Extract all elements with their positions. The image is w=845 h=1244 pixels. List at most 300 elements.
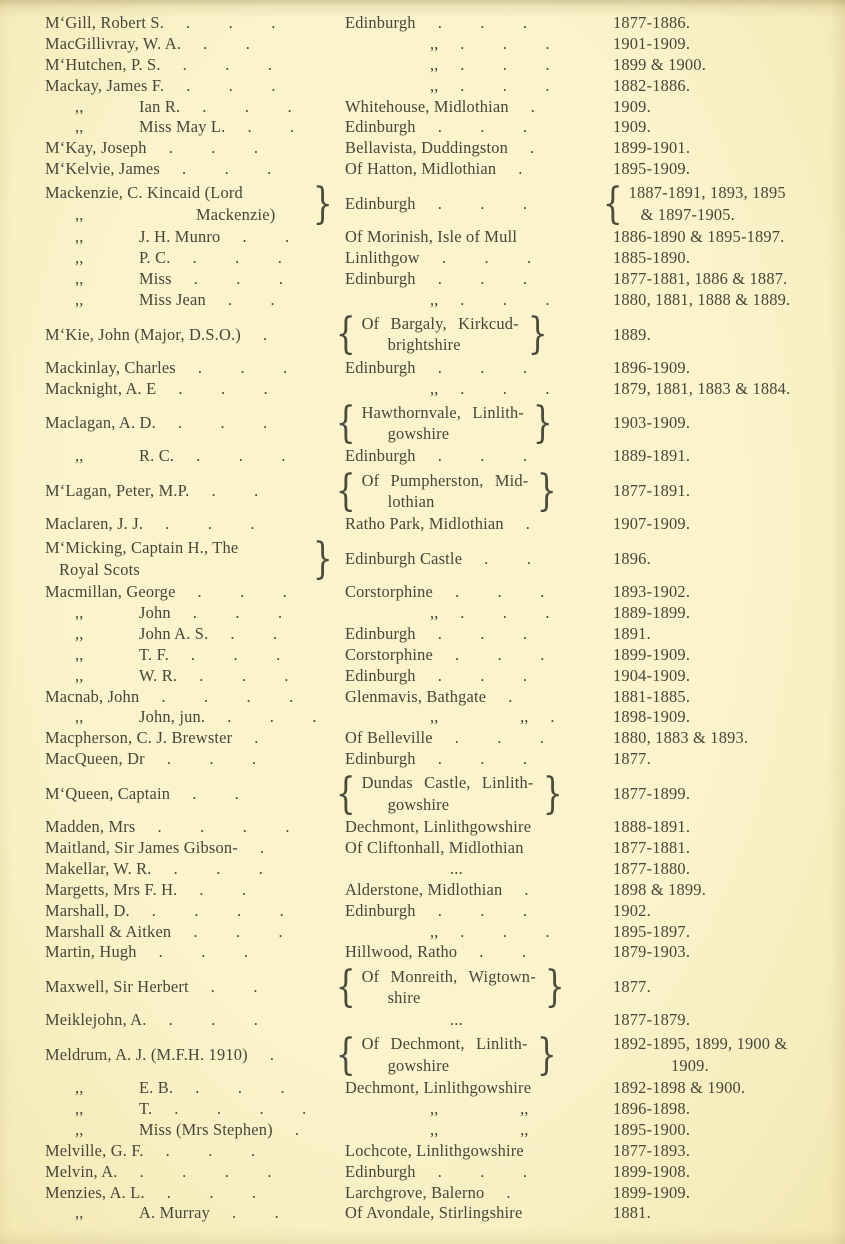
place-cell (345, 624, 613, 645)
dot-leaders: . . . (192, 247, 283, 267)
name-cell (45, 603, 345, 624)
name-cell (45, 1078, 345, 1099)
member-name: Macknight, A. E (45, 378, 157, 398)
table-row (45, 922, 833, 943)
brace-open-icon: { (335, 397, 356, 448)
member-name: Maclaren, J. J. (45, 514, 144, 534)
member-place: Glenmavis, Bathgate (345, 686, 487, 706)
place-cell (345, 666, 613, 687)
member-name: M‘Kay, Joseph (45, 138, 147, 158)
ditto-mark: ,, (75, 1078, 84, 1098)
dot-leaders: . . (192, 784, 240, 803)
place-cell (345, 514, 613, 535)
name-cell (45, 976, 345, 997)
ditto-mark: ,, (75, 644, 84, 664)
member-name: John A. S. (139, 623, 209, 643)
member-name: Mackinlay, Charles (45, 357, 176, 377)
dot-leaders: . . . (227, 707, 317, 727)
ditto-mark: ,, (75, 96, 84, 116)
name-cell (45, 248, 345, 269)
place-cell (345, 55, 613, 76)
ditto-mark: ,, (75, 247, 84, 267)
dot-leaders: . . . (173, 858, 264, 878)
dot-leaders: . . . (181, 159, 272, 179)
years-cell (613, 624, 833, 645)
table-row (45, 963, 833, 1010)
name-cell (45, 379, 345, 400)
member-place: Edinburgh Castle (345, 549, 463, 569)
dot-leaders: . . . . (161, 686, 294, 706)
name-cell (45, 1099, 345, 1120)
member-years: 1909. (613, 96, 651, 116)
dot-leaders: . (530, 96, 536, 116)
dot-leaders: . . . (460, 75, 550, 95)
member-place: ,, (430, 921, 439, 941)
ditto-mark: ,, (75, 289, 84, 309)
table-row (45, 1162, 833, 1183)
dot-leaders: . . . (193, 268, 284, 288)
table-row (45, 859, 833, 880)
place-cell (345, 1162, 613, 1183)
place-cell (345, 379, 613, 400)
member-years: 1879-1903. (613, 942, 691, 962)
member-years: 1887-1891, 1893, 1895 (628, 183, 786, 203)
table-row (45, 159, 833, 180)
member-name: Macmillan, George (45, 582, 176, 602)
place-cell (345, 603, 613, 624)
member-years: 1909. (613, 117, 651, 137)
dot-leaders: . . . (460, 289, 550, 309)
table-row (45, 290, 833, 311)
dot-leaders: . . (242, 227, 290, 247)
years-cell (613, 1203, 833, 1224)
table-row (45, 749, 833, 770)
table-row (45, 76, 833, 97)
member-name: John, jun. (139, 707, 206, 727)
place-cell (345, 707, 613, 728)
table-row (45, 880, 833, 901)
place-cell (335, 397, 613, 448)
name-cell (45, 901, 345, 922)
years-cell (613, 749, 833, 770)
years-cell (613, 13, 833, 34)
brace-close-icon: } (532, 397, 553, 448)
years-cell (613, 666, 833, 687)
ditto-mark: ,, (75, 1099, 84, 1119)
years-cell (613, 817, 833, 838)
dot-leaders: . . . (437, 194, 528, 214)
name-cell (45, 1183, 345, 1204)
member-place: ,, ,, (430, 1119, 529, 1139)
member-name: Macnab, John (45, 686, 140, 706)
member-years: 1899-1908. (613, 1161, 691, 1181)
dot-leaders: . . . (441, 247, 532, 267)
member-place: ,, (430, 33, 439, 53)
member-place: Of Pumpherston, Mid- (361, 470, 529, 490)
place-cell (345, 548, 613, 569)
years-cell (613, 548, 833, 569)
member-name-line2: Royal Scots (59, 559, 140, 579)
dot-leaders: . (508, 686, 513, 706)
dot-leaders: . (525, 514, 531, 534)
years-cell (613, 783, 833, 804)
years-cell (613, 412, 833, 433)
member-place: Lochcote, Linlithgowshire (345, 1140, 524, 1160)
table-row (45, 1120, 833, 1141)
dot-leaders: . . . (192, 602, 283, 622)
place-cell (345, 1120, 613, 1141)
place-cell (345, 645, 613, 666)
name-cell (45, 269, 345, 290)
member-name: Menzies, A. L. (45, 1182, 145, 1202)
member-place: Edinburgh (345, 117, 416, 137)
member-place: ,, (430, 54, 439, 74)
member-name: Mackenzie, C. Kincaid (Lord (45, 183, 243, 203)
member-years: 1892-1895, 1899, 1900 & (613, 1034, 788, 1054)
place-cell (345, 922, 613, 943)
years-cell (613, 942, 833, 963)
dot-leaders: . . . . (174, 1099, 307, 1119)
table-row (45, 1031, 833, 1078)
member-name: Melvin, A. (45, 1161, 118, 1181)
dot-leaders: . . . (165, 514, 255, 534)
member-place: Dundas Castle, Linlith- (361, 773, 534, 793)
member-years: 1901-1909. (613, 33, 691, 53)
dot-leaders: . . . (196, 446, 286, 466)
years-cell (613, 880, 833, 901)
years-cell (613, 1183, 833, 1204)
name-cell (45, 13, 345, 34)
dot-leaders: . . . (158, 942, 249, 962)
dot-leaders: . . (232, 1203, 279, 1223)
member-name-line2: Mackenzie) (196, 204, 276, 224)
dot-leaders: . (530, 138, 535, 158)
member-years: 1882-1886. (613, 75, 691, 95)
dot-leaders: . . . (460, 602, 550, 622)
member-place: Of Monreith, Wigtown- (361, 966, 536, 986)
member-years-line2: 1909. (671, 1055, 709, 1075)
dot-leaders: . . . . (157, 817, 290, 837)
brace-open-icon: { (335, 768, 356, 819)
place-cell (345, 749, 613, 770)
member-name: Makellar, W. R. (45, 858, 152, 878)
dot-leaders: . . (230, 623, 278, 643)
table-row (45, 446, 833, 467)
dot-leaders: . . . (177, 413, 268, 433)
name-cell (45, 749, 345, 770)
years-cell (613, 446, 833, 467)
member-name: Miss (139, 268, 172, 288)
dot-leaders: . . . (197, 357, 288, 377)
dot-leaders: . (259, 837, 265, 857)
place-cell (345, 1099, 613, 1120)
table-row (45, 817, 833, 838)
brace-close-icon: } (536, 1029, 557, 1080)
name-cell (45, 838, 345, 859)
dot-leaders: . . (247, 117, 295, 137)
member-name: R. C. (139, 446, 175, 466)
dot-leaders: . (518, 159, 523, 179)
name-cell (45, 480, 345, 501)
dot-leaders: . (269, 1045, 275, 1065)
dot-leaders: . . . (437, 268, 528, 288)
ditto-mark: ,, (75, 623, 84, 643)
member-years: 1879, 1881, 1883 & 1884. (613, 378, 791, 398)
place-cell (345, 13, 613, 34)
member-name: M‘Gill, Robert S. (45, 13, 165, 32)
member-place: Edinburgh (345, 749, 416, 769)
place-cell (345, 446, 613, 467)
name-cell (45, 666, 345, 687)
member-place: Edinburgh (345, 268, 416, 288)
member-years: 1889-1899. (613, 602, 691, 622)
member-place: Hillwood, Ratho (345, 942, 458, 962)
member-years: 1889. (613, 324, 651, 344)
member-place: ... (450, 858, 463, 878)
dot-leaders: . . . (437, 357, 528, 377)
brace-open-icon: { (335, 309, 356, 360)
table-row (45, 770, 833, 817)
dot-leaders: . . . (437, 1161, 528, 1181)
brace-open-icon: { (335, 465, 356, 516)
member-place: ,, (430, 75, 439, 95)
name-cell (45, 290, 345, 311)
table-row (45, 901, 833, 922)
name-cell (45, 514, 345, 535)
member-name: T. F. (139, 644, 169, 664)
dot-leaders: . . . . (139, 1161, 272, 1181)
member-place: ,, ,, (430, 1099, 529, 1119)
member-years: 1898-1909. (613, 707, 691, 727)
member-place: Of Bargaly, Kirkcud- (361, 313, 519, 333)
member-years: 1880, 1881, 1888 & 1889. (613, 289, 791, 309)
years-cell (613, 34, 833, 55)
years-cell (613, 324, 833, 345)
table-row (45, 1010, 833, 1031)
name-cell (45, 922, 345, 943)
place-cell (335, 465, 613, 516)
table-row (45, 1183, 833, 1204)
member-place: Edinburgh (345, 1161, 416, 1181)
member-years: 1877. (613, 749, 651, 769)
dot-leaders: . . . (460, 921, 550, 941)
member-place: Of Morinish, Isle of Mull (345, 227, 518, 247)
dot-leaders: . . . (437, 446, 528, 466)
name-cell (45, 942, 345, 963)
dot-leaders: . . . (437, 749, 528, 769)
member-name: Madden, Mrs (45, 817, 136, 837)
ditto-mark: ,, (75, 602, 84, 622)
member-place-line2: lothian (387, 491, 435, 511)
years-cell (602, 178, 833, 229)
brace-close-icon: } (313, 178, 334, 229)
member-name: Miss May L. (139, 117, 226, 137)
table-row (45, 399, 833, 446)
name-cell (45, 817, 345, 838)
years-cell (613, 603, 833, 624)
member-years: 1896-1909. (613, 357, 691, 377)
place-cell (345, 1141, 613, 1162)
place-cell (345, 76, 613, 97)
table-row (45, 227, 833, 248)
years-cell (613, 1078, 833, 1099)
member-name: Ian R. (139, 96, 181, 116)
member-name: Meldrum, A. J. (M.F.H. 1910) (45, 1045, 248, 1065)
member-place: Of Cliftonhall, Midlothian (345, 837, 524, 857)
member-place: ,, (430, 289, 439, 309)
member-years: 1896. (613, 549, 651, 569)
place-cell (345, 269, 613, 290)
years-cell (613, 645, 833, 666)
member-name: J. H. Munro (139, 227, 221, 247)
place-cell (345, 901, 613, 922)
table-row (45, 97, 833, 118)
dot-leaders: . . . (455, 582, 545, 602)
years-cell (613, 922, 833, 943)
member-place: Of Dechmont, Linlith- (361, 1034, 528, 1054)
place-cell (345, 838, 613, 859)
years-cell (613, 901, 833, 922)
years-cell (613, 138, 833, 159)
dot-leaders: . . . (186, 75, 276, 95)
member-name: Marshall & Aitken (45, 921, 172, 941)
member-place: Edinburgh (345, 900, 416, 920)
name-cell (45, 728, 345, 749)
table-row (45, 1099, 833, 1120)
member-place: Edinburgh (345, 446, 416, 466)
table-row (45, 666, 833, 687)
member-years: 1877-1886. (613, 13, 691, 32)
years-cell (613, 248, 833, 269)
dot-leaders: . . . (454, 728, 545, 748)
table-row (45, 55, 833, 76)
member-place-line2: gowshire (387, 423, 450, 443)
ditto-mark: ,, (75, 1119, 84, 1139)
member-name: Margetts, Mrs F. H. (45, 879, 178, 899)
name-cell (45, 645, 345, 666)
name-cell (45, 1141, 345, 1162)
table-row (45, 624, 833, 645)
place-cell (345, 1078, 613, 1099)
table-row (45, 514, 833, 535)
dot-leaders: . (262, 324, 268, 344)
place-cell (345, 193, 613, 214)
table-row (45, 379, 833, 400)
member-years: 1899-1901. (613, 138, 691, 158)
dot-leaders: . . (203, 33, 251, 53)
name-cell (45, 1203, 345, 1224)
table-row (45, 1078, 833, 1099)
member-years: 1898 & 1899. (613, 879, 707, 899)
table-row (45, 645, 833, 666)
name-cell (45, 859, 345, 880)
member-years: 1895-1909. (613, 159, 691, 179)
ditto-mark: ,, (75, 227, 84, 247)
dot-leaders: . . . (437, 665, 528, 685)
member-name: M‘Kelvie, James (45, 159, 160, 179)
member-name: Maitland, Sir James Gibson- (45, 837, 238, 857)
name-cell (45, 159, 345, 180)
dot-leaders: . (294, 1119, 300, 1139)
member-place: Of Avondale, Stirlingshire (345, 1203, 523, 1223)
years-cell (613, 1141, 833, 1162)
dot-leaders: . . . (168, 1010, 259, 1030)
place-cell (345, 290, 613, 311)
member-name: P. C. (139, 247, 171, 267)
brace-close-icon: } (544, 961, 565, 1012)
dot-leaders: . . . (165, 1140, 256, 1160)
member-name: W. R. (139, 665, 178, 685)
dot-leaders: . . . . (151, 900, 284, 920)
member-place: Corstorphine (345, 644, 433, 664)
years-cell (613, 97, 833, 118)
place-cell (335, 961, 613, 1012)
name-cell (45, 358, 345, 379)
years-cell (613, 1099, 833, 1120)
dot-leaders: . . . (437, 13, 528, 32)
dot-leaders: . . . (437, 623, 528, 643)
name-cell (45, 1044, 345, 1065)
dot-leaders: . . (211, 481, 259, 501)
dot-leaders: . . . (202, 96, 292, 116)
member-years: 1877-1880. (613, 858, 691, 878)
dot-leaders: . . . (178, 378, 268, 398)
member-place: Whitehouse, Midlothian (345, 96, 509, 116)
member-name: M‘Micking, Captain H., The (45, 538, 239, 558)
ditto-mark: ,, (75, 204, 84, 224)
name-cell (45, 624, 345, 645)
member-name: Meiklejohn, A. (45, 1010, 147, 1030)
member-name: Macpherson, C. J. Brewster (45, 728, 233, 748)
member-name: Maxwell, Sir Herbert (45, 977, 189, 997)
name-cell (45, 227, 345, 248)
name-cell (45, 117, 345, 138)
table-row (45, 582, 833, 603)
ditto-mark: ,, (75, 665, 84, 685)
brace-open-icon: { (602, 178, 623, 229)
member-years: 1877-1891. (613, 481, 691, 501)
member-years: 1880, 1883 & 1893. (613, 728, 749, 748)
member-name: MacQueen, Dr (45, 749, 145, 769)
table-row (45, 311, 833, 358)
member-years: 1877-1879. (613, 1010, 691, 1030)
place-cell (345, 817, 613, 838)
member-place-line2: gowshire (387, 1055, 450, 1075)
member-place: Bellavista, Duddingston (345, 138, 509, 158)
member-years: 1892-1898 & 1900. (613, 1078, 746, 1098)
dot-leaders: . . . (182, 54, 273, 74)
table-row (45, 269, 833, 290)
member-name: Marshall, D. (45, 900, 130, 920)
member-years: 1904-1909. (613, 665, 691, 685)
place-cell (335, 309, 613, 360)
dot-leaders: . . (210, 977, 258, 997)
ditto-mark: ,, (75, 446, 84, 466)
place-cell (345, 880, 613, 901)
table-row (45, 728, 833, 749)
years-cell (613, 514, 833, 535)
name-cell (45, 138, 345, 159)
member-name: Maclagan, A. D. (45, 413, 156, 433)
brace-open-icon: { (335, 1029, 356, 1080)
name-cell (45, 687, 345, 708)
member-name: Mackay, James F. (45, 75, 165, 95)
years-cell (613, 227, 833, 248)
member-years: 1888-1891. (613, 817, 691, 837)
years-cell (613, 859, 833, 880)
dot-leaders: . . . (437, 117, 528, 137)
member-years: 1895-1900. (613, 1119, 691, 1139)
